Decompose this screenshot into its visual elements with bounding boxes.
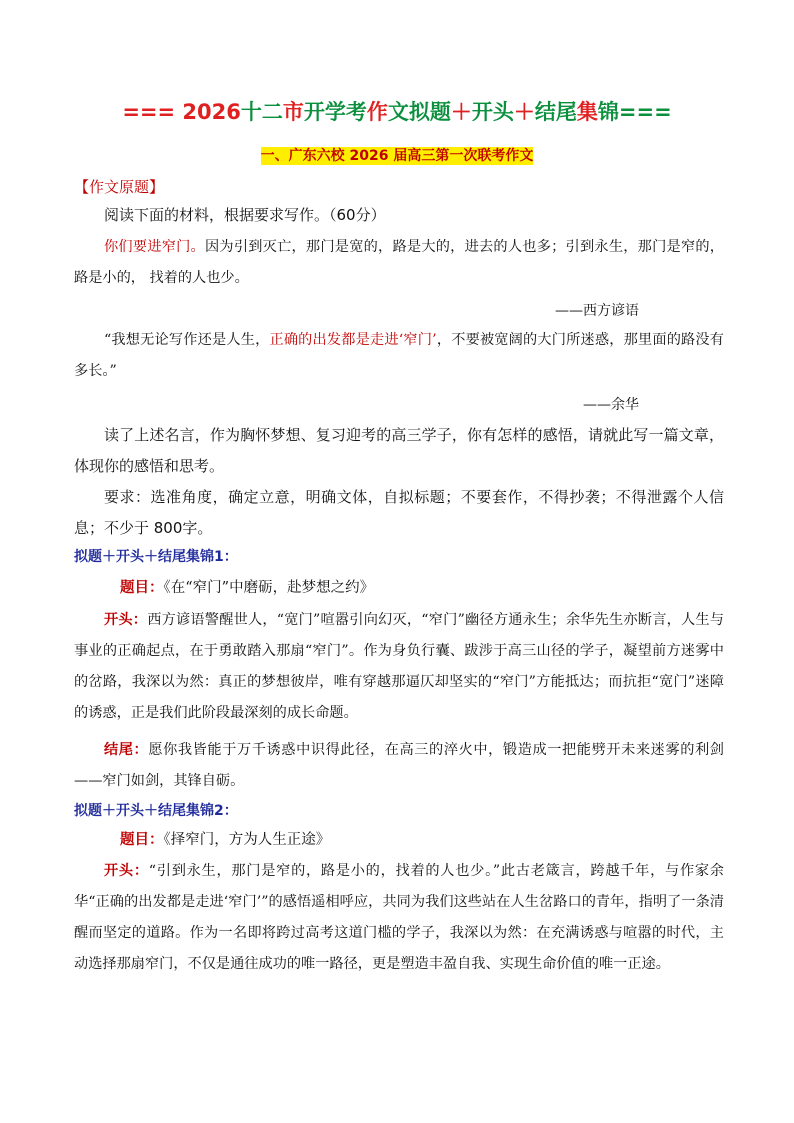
opening-text: “引到永生，那门是窄的，路是小的，找着的人也少。”此古老箴言，跨越千年，与作家余华“正确的出发都是走进‘窄门’”的感悟遥相呼应，共同为我们这些站在人生岔路口的青年，指明了一条清醒而坚定的道路。作为一名即将跨过高考这道门槛的学子，我深以为然：在充满诱惑与喧嚣的时代，主动选择那扇窄门，不仅是通往成功的唯一路径，更是塑造丰盈自我、实现生命价值的唯一正途。 — [74, 863, 724, 972]
title-segment: 文拟题 — [387, 100, 451, 124]
opening-label: 开头： — [104, 612, 148, 628]
essay-opening — [74, 856, 724, 980]
title-segment: 市 — [282, 100, 304, 124]
quote-text: ，不要被宽阔的大门所迷惑，那里面的路没有多长。” — [74, 332, 724, 379]
title-segment: 开头 — [471, 100, 514, 124]
title-text: 《在“窄门”中磨砺，赴梦想之约》 — [163, 580, 375, 596]
section-heading: 【作文原题】 — [74, 178, 165, 196]
opening-text: 西方谚语警醒世人，“宽门”喧嚣引向幻灭，“窄门”幽径方通永生；余华先生亦断言，人生与事业的正确起点，在于勇敢踏入那扇“窄门”。作为身负行囊、跋涉于高三山径的学子，凝望前方迷雾中的岔路，我深以为然：真正的梦想彼岸，唯有穿越那逼仄却坚实的“窄门”方能抵达；而抗拒“宽门”迷障的诱惑，正是我们此阶段最深刻的成长命题。 — [74, 612, 724, 721]
quote-source: ——余华 — [583, 397, 639, 413]
prompt-requirements: 要求：选准角度，确定立意，明确文体，自拟标题；不要套作，不得抄袭；不得泄露个人信息；不少于 800字。 — [74, 488, 724, 537]
title-label: 题目： — [120, 579, 164, 596]
set-heading: 拟题＋开头＋结尾集锦2： — [74, 803, 238, 819]
quote-text: “我想无论写作还是人生， — [104, 332, 270, 348]
title-segment: 结尾 — [534, 100, 577, 124]
quote-text: 因为引到灭亡，那门是宽的，路是大的，进去的人也多；引到永生，那门是窄的，路是小的， 找着的人也少。 — [74, 239, 724, 286]
prompt-task: 读了上述名言，作为胸怀梦想、复习迎考的高三学子，你有怎样的感悟，请就此写一篇文章，体现你的感悟和思考。 — [74, 426, 724, 475]
quote-yu-hua — [74, 325, 724, 387]
prompt-intro: 阅读下面的材料，根据要求写作。（60分） — [104, 206, 386, 224]
title-segment: 十二 — [240, 100, 283, 124]
quote-source: ——西方谚语 — [555, 303, 639, 319]
title-text: 《择窄门，方为人生正途》 — [163, 832, 331, 848]
essay-title — [120, 576, 374, 597]
quote-highlight: 你们要进窄门。 — [104, 239, 205, 255]
title-segment: 集 — [576, 100, 598, 124]
document-title — [0, 96, 794, 126]
essay-title — [120, 828, 330, 849]
title-segment: 开学考 — [303, 100, 367, 124]
opening-label: 开头： — [104, 863, 149, 879]
quote-western-proverb — [74, 232, 724, 294]
quote-highlight: 正确的出发都是走进‘窄门’ — [269, 332, 437, 348]
essay-ending — [74, 735, 724, 797]
set-heading: 拟题＋开头＋结尾集锦1： — [74, 549, 238, 565]
title-segment: 作 — [366, 100, 388, 124]
subtitle-highlight: 一、广东六校 2026 届高三第一次联考作文 — [260, 148, 534, 164]
ending-text: 愿你我皆能于万千诱惑中识得此径，在高三的淬火中，锻造成一把能劈开未来迷雾的利剑——窄门如剑，其锋自砺。 — [74, 742, 724, 789]
ending-label: 结尾： — [104, 742, 149, 758]
title-segment: 锦=== — [597, 100, 672, 124]
title-segment: ＋ — [450, 100, 472, 124]
title-segment: ＋ — [513, 100, 535, 124]
title-label: 题目： — [120, 831, 164, 848]
essay-opening — [74, 605, 724, 729]
title-segment: === 2026 — [122, 100, 241, 124]
section-subtitle — [0, 145, 794, 165]
